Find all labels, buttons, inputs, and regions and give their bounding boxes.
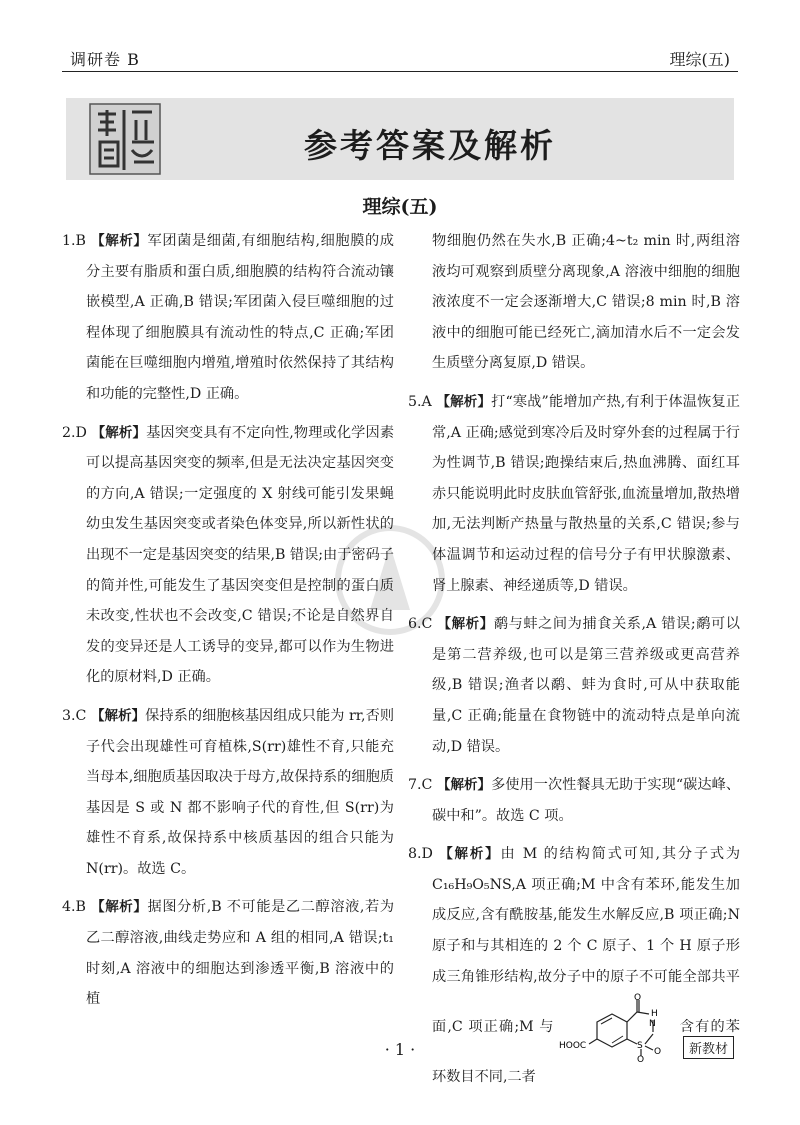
molecule-label: N: [648, 1019, 656, 1030]
answer-number: 7.C: [408, 777, 433, 794]
banner-title: 参考答案及解析: [304, 126, 556, 165]
answer-number: 3.C: [62, 707, 87, 724]
molecule-label: HOOC: [558, 1041, 586, 1052]
answer-item-continued: [408, 226, 740, 379]
molecule-label: O: [653, 1047, 661, 1058]
answer-text: 物细胞仍然在失水,B 正确;4~t₂ min 时,两组溶液均可观察到质壁分离现象,A 溶液中细胞的细胞液浓度不一定会逐渐增大,C 错误;8 min 时,B 溶液中的细胞可能已经死亡,滴加清水后不一定会发生质壁分离复原,D 错误。: [432, 233, 740, 372]
molecule-label: O: [636, 1055, 644, 1063]
answer-text: 据图分析,B 不可能是乙二醇溶液,若为乙二醇溶液,曲线走势应和 A 组的相同,A 错误;t₁ 时刻,A 溶液中的细胞达到渗透平衡,B 溶液中的植: [86, 899, 395, 1008]
answer-item: [62, 701, 394, 885]
analysis-tag: 【解析】: [90, 707, 146, 724]
answer-text: 保持系的细胞核基因组成只能为 rr,否则子代会出现雄性可育植株,S(rr)雄性不育,只能充当母本,细胞质基因取决于母方,故保持系的细胞质基因是 S 或 N 都不影响子代的育性,但 S(rr)为雄性不育系,故保持系中核质基因的组合只能为 N(rr)。故选 C。: [86, 707, 395, 877]
header-divider: [62, 71, 738, 72]
analysis-tag: 【解析】: [436, 777, 492, 794]
analysis-tag: 【解析】: [91, 233, 148, 249]
answer-item: [62, 226, 394, 410]
edition-badge: 新教材: [683, 1036, 734, 1059]
analysis-tag: 【解析】: [439, 846, 501, 863]
analysis-tag: 【解析】: [91, 424, 147, 441]
answer-number: 6.C: [408, 616, 433, 633]
answer-item: [62, 418, 394, 693]
answer-text: 基因突变具有不定向性,物理或化学因素可以提高基因突变的频率,但是无法决定基因突变的方向,A 错误;一定强度的 X 射线可能引发果蝇幼虫发生基因突变或者染色体变异,所以新性状的出现不一定是基因突变的结果,B 错误;由于密码子的简并性,可能发生了基因突变但是控制的蛋白质未改变,性状也不会改变,C 错误;不论是自然界自发的变异还是人工诱导的变异,都可以作为生物进化的原材料,D 正确。: [86, 424, 395, 686]
right-column: [408, 226, 740, 1101]
molecule-label: O: [633, 993, 641, 1004]
header-left-label: 调研卷 B: [70, 50, 140, 69]
answer-text: 打“寒战”能增加产热,有利于体温恢复正常,A 正确;感觉到寒冷后及时穿外套的过程属于行为性调节,B 错误;跑操结束后,热血沸腾、面红耳赤只能说明此时皮肤血管舒张,血流量增加,散热增加,无法判断产热量与散热量的关系,C 错误;参与体温调节和运动过程的信号分子有甲状腺激素、肾上腺素、神经递质等,D 错误。: [432, 393, 740, 594]
answer-item: [408, 770, 740, 831]
header-right-label: 理综(五): [669, 50, 730, 69]
page-header: [0, 0, 800, 80]
molecule-label: H: [650, 1009, 658, 1020]
answer-text-tail: 含有的苯环数目不同,二者: [432, 1019, 740, 1086]
section-subtitle: 理综(五): [362, 196, 438, 218]
analysis-tag: 【解析】: [91, 899, 148, 916]
answer-item: [62, 892, 394, 1014]
answer-number: 1.B: [62, 233, 86, 249]
answer-text: 由 M 的结构简式可知,其分子式为 C₁₆H₉O₅NS,A 项正确;M 中含有苯环,能发生加成反应,含有酰胺基,能发生水解反应,B 项正确;N 原子和与其相连的 2 个 C 原子、1 个 H 原子形成三角锥形结构,故分子中的原子不可能全部共平面,C 项正确;M 与: [432, 846, 741, 1036]
answer-text: 军团菌是细菌,有细胞结构,细胞膜的成分主要有脂质和蛋白质,细胞膜的结构符合流动镶嵌模型,A 正确,B 错误;军团菌入侵巨噬细胞的过程体现了细胞膜具有流动性的特点,C 正确;军团菌能在巨噬细胞内增殖,增殖时依然保持了其结构和功能的完整性,D 正确。: [86, 233, 394, 402]
title-banner: [66, 98, 734, 180]
page-number: · 1 ·: [384, 1040, 416, 1059]
answer-number: 8.D: [408, 846, 433, 863]
left-column: [62, 226, 394, 1023]
answer-item: [408, 609, 740, 762]
answer-number: 4.B: [62, 899, 86, 916]
answer-text: 鹬与蚌之间为捕食关系,A 错误;鹬可以是第二营养级,也可以是第三营养级或更高营养级,B 错误;渔者以鹬、蚌为食时,可从中获取能量,C 正确;能量在食物链中的流动特点是单向流动,D 错误。: [432, 616, 740, 755]
answer-text: 多使用一次性餐具无助于实现“碳达峰、碳中和”。故选 C 项。: [432, 777, 741, 824]
answer-number: 2.D: [62, 424, 87, 441]
analysis-tag: 【解析】: [437, 616, 494, 633]
answer-number: 5.A: [408, 393, 432, 410]
molecule-label: S: [636, 1041, 643, 1052]
answer-item: [408, 387, 740, 601]
analysis-tag: 【解析】: [436, 393, 492, 410]
